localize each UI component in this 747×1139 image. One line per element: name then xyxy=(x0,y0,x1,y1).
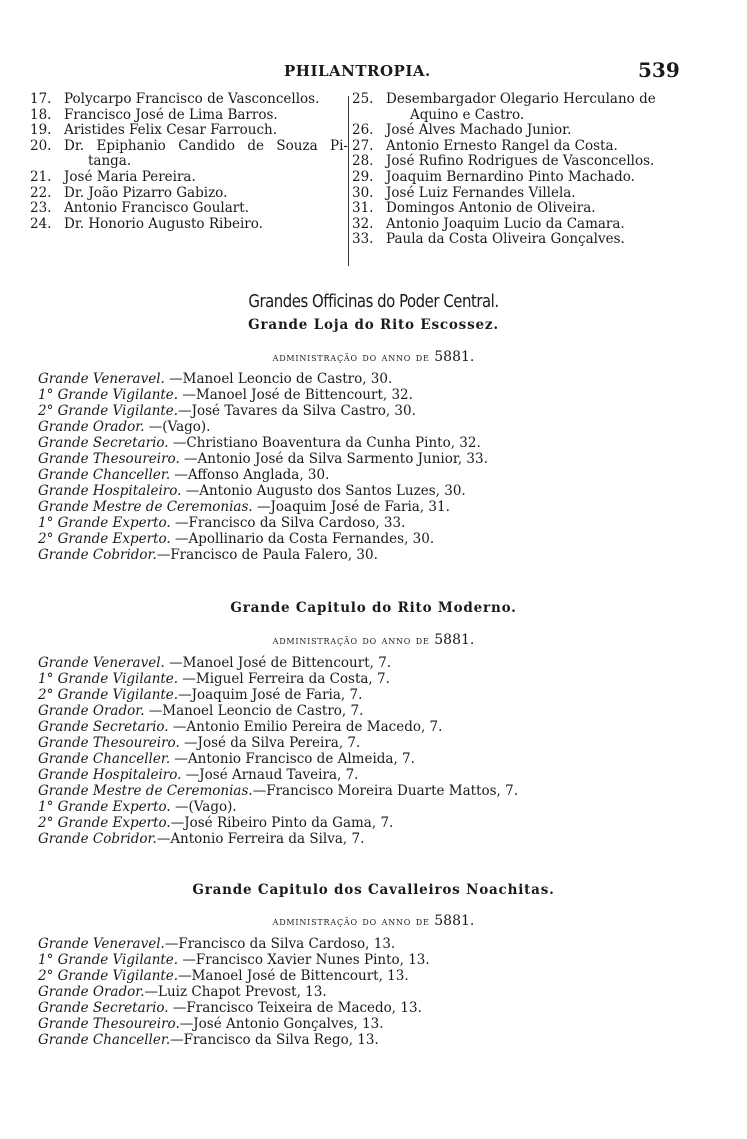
member-list-right xyxy=(352,92,724,248)
officer-entry: Grande Veneravel. —Manoel Leoncio de Castro, 30. xyxy=(38,371,393,387)
administration-label: administração do anno de xyxy=(272,633,430,647)
member-entry: 21. José Maria Pereira. xyxy=(30,168,196,185)
member-entry: 17. Polycarpo Francisco de Vasconcellos. xyxy=(30,91,320,107)
member-entry-continuation: tanga. xyxy=(88,153,132,170)
officer-entry: Grande Mestre de Ceremonias.—Francisco Moreira Duarte Mattos, 7. xyxy=(38,783,519,799)
administration-label: administração do anno de xyxy=(272,350,430,364)
administration-year: 5881. xyxy=(434,913,475,929)
officer-entry: 1° Grande Vigilante. —Manoel José de Bittencourt, 32. xyxy=(38,387,413,403)
officer-entry: Grande Cobridor.—Antonio Ferreira da Silva, 7. xyxy=(38,831,365,847)
officer-entry: Grande Veneravel. —Manoel José de Bittencourt, 7. xyxy=(38,655,392,671)
officer-entry: Grande Thesoureiro.—José Antonio Gonçalves, 13. xyxy=(38,1016,384,1032)
member-list-left xyxy=(30,92,348,232)
member-entry: 27. Antonio Ernesto Rangel da Costa. xyxy=(352,137,618,154)
officer-entry: Grande Chanceller. —Antonio Francisco de Almeida, 7. xyxy=(38,751,415,767)
officer-entry: 2° Grande Vigilante.—José Tavares da Silva Castro, 30. xyxy=(38,403,416,419)
administration-line xyxy=(0,349,747,365)
member-entry: 25. Desembargador Olegario Herculano de xyxy=(352,91,656,107)
page-number: 539 xyxy=(638,58,680,82)
officer-entry: 2° Grande Experto.—José Ribeiro Pinto da Gama, 7. xyxy=(38,815,394,831)
member-entry: 22. Dr. João Pizarro Gabizo. xyxy=(30,184,228,201)
member-entry: 23. Antonio Francisco Goulart. xyxy=(30,200,249,217)
officer-entry: Grande Hospitaleiro. —Antonio Augusto dos Santos Luzes, 30. xyxy=(38,483,466,499)
officer-entry: Grande Orador. —Manoel Leoncio de Castro, 7. xyxy=(38,703,364,719)
administration-year: 5881. xyxy=(434,632,475,648)
administration-label: administração do anno de xyxy=(272,914,430,928)
administration-line xyxy=(0,632,747,648)
officer-entry: Grande Hospitaleiro. —José Arnaud Taveira, 7. xyxy=(38,767,359,783)
officer-list xyxy=(38,655,678,847)
member-entry-continuation: Aquino e Castro. xyxy=(410,106,525,123)
member-entry: 20. Dr. Epiphanio Candido de Souza Pi- xyxy=(30,137,348,154)
officer-entry: Grande Orador.—Luiz Chapot Prevost, 13. xyxy=(38,984,327,1000)
member-entry: 28. José Rufino Rodrigues de Vasconcellos. xyxy=(352,153,655,170)
member-entry: 33. Paula da Costa Oliveira Gonçalves. xyxy=(352,231,625,248)
member-entry: 18. Francisco José de Lima Barros. xyxy=(30,106,278,123)
member-entry: 31. Domingos Antonio de Oliveira. xyxy=(352,200,596,217)
officer-entry: 1° Grande Vigilante. —Miguel Ferreira da Costa, 7. xyxy=(38,671,390,687)
member-entry: 24. Dr. Honorio Augusto Ribeiro. xyxy=(30,215,263,232)
officer-entry: Grande Chanceller.—Francisco da Silva Rego, 13. xyxy=(38,1032,379,1048)
member-entry: 30. José Luiz Fernandes Villela. xyxy=(352,184,576,201)
administration-line xyxy=(0,913,747,929)
officer-entry: 1° Grande Experto. —Francisco da Silva Cardoso, 33. xyxy=(38,515,406,531)
officer-entry: Grande Cobridor.—Francisco de Paula Falero, 30. xyxy=(38,547,378,563)
section-title: Grande Capitulo dos Cavalleiros Noachitas. xyxy=(192,882,555,898)
officer-entry: Grande Veneravel.—Francisco da Silva Cardoso, 13. xyxy=(38,936,396,952)
officer-entry: Grande Secretario. —Antonio Emilio Pereira de Macedo, 7. xyxy=(38,719,443,735)
main-title: Grandes Officinas do Poder Central. xyxy=(248,291,499,312)
page-header xyxy=(0,58,747,84)
member-columns xyxy=(30,92,720,267)
member-entry: 29. Joaquim Bernardino Pinto Machado. xyxy=(352,168,635,185)
section-title: Grande Capitulo do Rito Moderno. xyxy=(230,600,517,616)
member-entry: 26. José Alves Machado Junior. xyxy=(352,122,572,139)
officer-list xyxy=(38,371,678,563)
officer-entry: 2° Grande Experto. —Apollinario da Costa Fernandes, 30. xyxy=(38,531,435,547)
officer-list xyxy=(38,936,678,1048)
officer-entry: Grande Chanceller. —Affonso Anglada, 30. xyxy=(38,467,330,483)
officer-entry: 1° Grande Vigilante. —Francisco Xavier Nunes Pinto, 13. xyxy=(38,952,430,968)
officer-entry: Grande Thesoureiro. —José da Silva Pereira, 7. xyxy=(38,735,361,751)
officer-entry: Grande Orador. —(Vago). xyxy=(38,419,211,435)
member-entry: 32. Antonio Joaquim Lucio da Camara. xyxy=(352,215,625,232)
administration-year: 5881. xyxy=(434,349,475,365)
member-entry: 19. Aristides Felix Cesar Farrouch. xyxy=(30,122,278,139)
officer-entry: 2° Grande Vigilante.—Manoel José de Bittencourt, 13. xyxy=(38,968,409,984)
column-divider xyxy=(348,96,349,266)
section-title: Grande Loja do Rito Escossez. xyxy=(248,317,499,333)
officer-entry: 1° Grande Experto. —(Vago). xyxy=(38,799,237,815)
officer-entry: Grande Mestre de Ceremonias. —Joaquim José de Faria, 31. xyxy=(38,499,450,515)
officer-entry: Grande Thesoureiro. —Antonio José da Silva Sarmento Junior, 33. xyxy=(38,451,488,467)
running-title: PHILANTROPIA. xyxy=(284,62,431,80)
officer-entry: Grande Secretario. —Francisco Teixeira de Macedo, 13. xyxy=(38,1000,422,1016)
officer-entry: Grande Secretario. —Christiano Boaventura da Cunha Pinto, 32. xyxy=(38,435,481,451)
officer-entry: 2° Grande Vigilante.—Joaquim José de Faria, 7. xyxy=(38,687,363,703)
